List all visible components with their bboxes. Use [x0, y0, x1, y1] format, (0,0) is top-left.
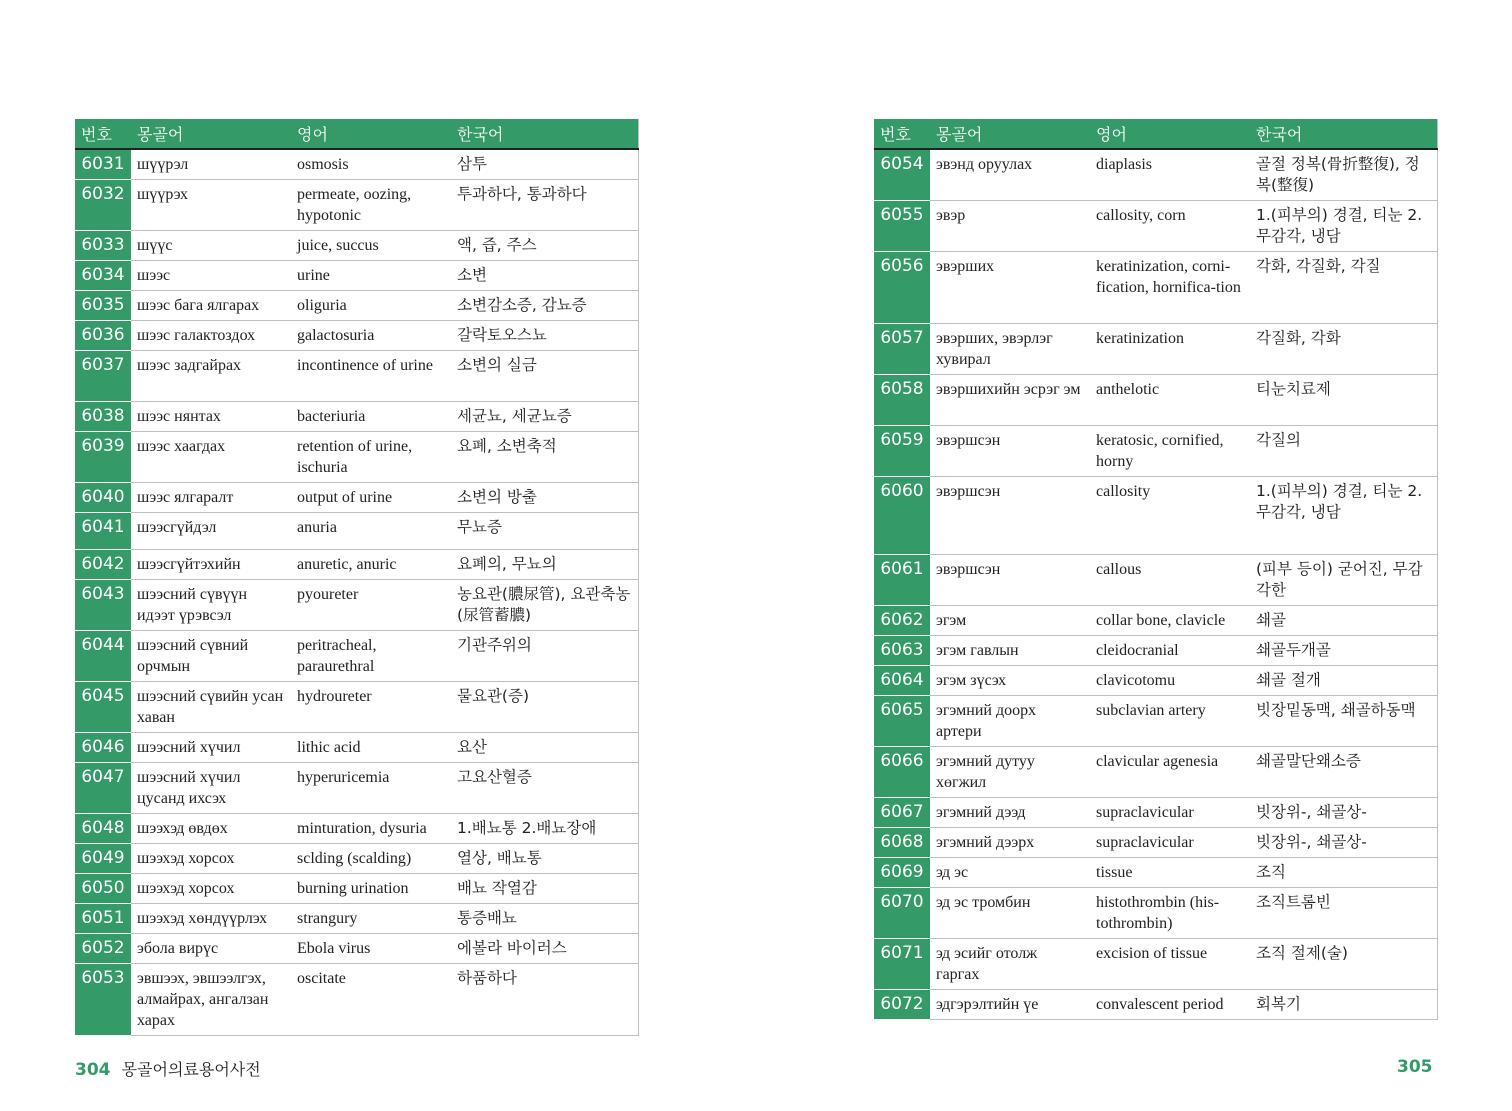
korean-term: (피부 등이) 굳어진, 무감각한 — [1250, 555, 1437, 606]
english-term: keratinization, corni-fication, hornifica-tion — [1090, 252, 1250, 324]
entry-number: 6059 — [874, 426, 930, 477]
mongolian-term: шээхэд хорсох — [131, 874, 291, 904]
entry-number: 6044 — [75, 631, 131, 682]
korean-term: 액, 즙, 주스 — [451, 231, 638, 261]
mongolian-term: эгэм — [930, 606, 1090, 636]
header-number: 번호 — [874, 119, 930, 149]
table-row — [874, 696, 1437, 747]
table-row — [874, 375, 1437, 426]
korean-term: 소변 — [451, 261, 638, 291]
english-term: excision of tissue — [1090, 939, 1250, 990]
english-term: histothrombin (his-tothrombin) — [1090, 888, 1250, 939]
table-row — [874, 828, 1437, 858]
english-term: convalescent period — [1090, 990, 1250, 1020]
english-term: callosity, corn — [1090, 201, 1250, 252]
english-term: oscitate — [291, 964, 451, 1036]
table-row — [874, 606, 1437, 636]
korean-term: 소변의 실금 — [451, 351, 638, 402]
english-term: keratinization — [1090, 324, 1250, 375]
mongolian-term: шээсний сүвүүн идээт үрэвсэл — [131, 580, 291, 631]
english-term: sclding (scalding) — [291, 844, 451, 874]
korean-term: 각질의 — [1250, 426, 1437, 477]
entry-number: 6051 — [75, 904, 131, 934]
english-term: Ebola virus — [291, 934, 451, 964]
korean-term: 소변의 방출 — [451, 483, 638, 513]
korean-term: 회복기 — [1250, 990, 1437, 1020]
mongolian-term: шүүс — [131, 231, 291, 261]
mongolian-term: эд эсийг отолж гаргах — [930, 939, 1090, 990]
mongolian-term: эвэнд оруулах — [930, 149, 1090, 201]
english-term: strangury — [291, 904, 451, 934]
english-term: juice, succus — [291, 231, 451, 261]
mongolian-term: шээсний сүвний орчмын — [131, 631, 291, 682]
korean-term: 티눈치료제 — [1250, 375, 1437, 426]
mongolian-term: эвэршихийн эсрэг эм — [930, 375, 1090, 426]
table-row — [874, 858, 1437, 888]
table-row — [75, 513, 638, 550]
korean-term: 요폐, 소변축적 — [451, 432, 638, 483]
korean-term: 통증배뇨 — [451, 904, 638, 934]
table-row — [75, 402, 638, 432]
table-row — [874, 201, 1437, 252]
mongolian-term: шээс — [131, 261, 291, 291]
english-term: oliguria — [291, 291, 451, 321]
table-row — [75, 682, 638, 733]
mongolian-term: шүүрэл — [131, 149, 291, 180]
entry-number: 6050 — [75, 874, 131, 904]
entry-number: 6043 — [75, 580, 131, 631]
entry-number: 6049 — [75, 844, 131, 874]
mongolian-term: эгэмний доорх артери — [930, 696, 1090, 747]
header-english: 영어 — [291, 119, 451, 149]
table-row — [874, 555, 1437, 606]
english-term: bacteriuria — [291, 402, 451, 432]
entry-number: 6036 — [75, 321, 131, 351]
mongolian-term: эвшээх, эвшээлгэх, алмайрах, ангалзан харах — [131, 964, 291, 1036]
table-row — [874, 939, 1437, 990]
english-term: burning urination — [291, 874, 451, 904]
entry-number: 6062 — [874, 606, 930, 636]
english-term: hydroureter — [291, 682, 451, 733]
entry-number: 6047 — [75, 763, 131, 814]
header-mongolian: 몽골어 — [930, 119, 1090, 149]
table-row — [75, 231, 638, 261]
entry-number: 6041 — [75, 513, 131, 550]
english-term: hyperuricemia — [291, 763, 451, 814]
korean-term: 각화, 각질화, 각질 — [1250, 252, 1437, 324]
table-row — [874, 747, 1437, 798]
page-number-right: 305 — [1397, 1057, 1433, 1077]
entry-number: 6068 — [874, 828, 930, 858]
english-term: collar bone, clavicle — [1090, 606, 1250, 636]
mongolian-term: эвэршсэн — [930, 555, 1090, 606]
korean-term: 무뇨증 — [451, 513, 638, 550]
korean-term: 기관주위의 — [451, 631, 638, 682]
entry-number: 6031 — [75, 149, 131, 180]
table-row — [75, 964, 638, 1036]
table-row — [75, 550, 638, 580]
mongolian-term: шээсгүйтэхийн — [131, 550, 291, 580]
table-row — [75, 149, 638, 180]
page-number-left: 304 — [75, 1060, 111, 1080]
korean-term: 요폐의, 무뇨의 — [451, 550, 638, 580]
table-row — [75, 432, 638, 483]
entry-number: 6042 — [75, 550, 131, 580]
mongolian-term: шээсний сүвийн усан хаван — [131, 682, 291, 733]
mongolian-term: эд эс тромбин — [930, 888, 1090, 939]
table-row — [75, 321, 638, 351]
table-row — [75, 580, 638, 631]
entry-number: 6052 — [75, 934, 131, 964]
english-term: anuria — [291, 513, 451, 550]
table-row — [874, 990, 1437, 1020]
table-row — [874, 798, 1437, 828]
korean-term: 1.배뇨통 2.배뇨장애 — [451, 814, 638, 844]
footer-left — [75, 1057, 261, 1080]
table-row — [75, 291, 638, 321]
entry-number: 6053 — [75, 964, 131, 1036]
entry-number: 6069 — [874, 858, 930, 888]
table-row — [75, 631, 638, 682]
entry-number: 6063 — [874, 636, 930, 666]
english-term: clavicular agenesia — [1090, 747, 1250, 798]
english-term: minturation, dysuria — [291, 814, 451, 844]
korean-term: 갈락토오스뇨 — [451, 321, 638, 351]
english-term: supraclavicular — [1090, 828, 1250, 858]
korean-term: 빗장위-, 쇄골상- — [1250, 828, 1437, 858]
table-header-row — [75, 119, 638, 149]
mongolian-term: шээс нянтах — [131, 402, 291, 432]
mongolian-term: эвэр — [930, 201, 1090, 252]
mongolian-term: шээс галактоздох — [131, 321, 291, 351]
english-term: anuretic, anuric — [291, 550, 451, 580]
korean-term: 에볼라 바이러스 — [451, 934, 638, 964]
header-korean: 한국어 — [1250, 119, 1437, 149]
korean-term: 조직트롬빈 — [1250, 888, 1437, 939]
korean-term: 빗장위-, 쇄골상- — [1250, 798, 1437, 828]
entry-number: 6056 — [874, 252, 930, 324]
korean-term: 배뇨 작열감 — [451, 874, 638, 904]
entry-number: 6065 — [874, 696, 930, 747]
table-body-left — [75, 149, 638, 1036]
mongolian-term: эвэрших — [930, 252, 1090, 324]
dictionary-table-right — [874, 119, 1438, 1020]
korean-term: 삼투 — [451, 149, 638, 180]
entry-number: 6067 — [874, 798, 930, 828]
table-row — [75, 844, 638, 874]
korean-term: 조직 — [1250, 858, 1437, 888]
table-row — [75, 351, 638, 402]
entry-number: 6064 — [874, 666, 930, 696]
korean-term: 조직 절제(술) — [1250, 939, 1437, 990]
korean-term: 농요관(膿尿管), 요관축농(尿管蓄膿) — [451, 580, 638, 631]
mongolian-term: эвэршсэн — [930, 426, 1090, 477]
mongolian-term: эгэмний дээрх — [930, 828, 1090, 858]
mongolian-term: эд эс — [930, 858, 1090, 888]
korean-term: 각질화, 각화 — [1250, 324, 1437, 375]
mongolian-term: эгэм зүсэх — [930, 666, 1090, 696]
entry-number: 6033 — [75, 231, 131, 261]
korean-term: 쇄골 절개 — [1250, 666, 1437, 696]
entry-number: 6040 — [75, 483, 131, 513]
english-term: anthelotic — [1090, 375, 1250, 426]
table-row — [874, 149, 1437, 201]
table-row — [75, 483, 638, 513]
english-term: osmosis — [291, 149, 451, 180]
english-term: diaplasis — [1090, 149, 1250, 201]
entry-number: 6061 — [874, 555, 930, 606]
entry-number: 6037 — [75, 351, 131, 402]
entry-number: 6038 — [75, 402, 131, 432]
entry-number: 6039 — [75, 432, 131, 483]
english-term: retention of urine, ischuria — [291, 432, 451, 483]
english-term: tissue — [1090, 858, 1250, 888]
mongolian-term: шээсний хүчил — [131, 733, 291, 763]
mongolian-term: эвэршсэн — [930, 477, 1090, 555]
korean-term: 1.(피부의) 경결, 티눈 2.무감각, 냉담 — [1250, 201, 1437, 252]
korean-term: 하품하다 — [451, 964, 638, 1036]
header-english: 영어 — [1090, 119, 1250, 149]
mongolian-term: шээс задгайрах — [131, 351, 291, 402]
mongolian-term: шээхэд хөндүүрлэх — [131, 904, 291, 934]
korean-term: 고요산혈증 — [451, 763, 638, 814]
mongolian-term: шээсний хүчил цусанд ихсэх — [131, 763, 291, 814]
mongolian-term: эбола вирүс — [131, 934, 291, 964]
english-term: clavicotomu — [1090, 666, 1250, 696]
korean-term: 요산 — [451, 733, 638, 763]
english-term: peritracheal, paraurethral — [291, 631, 451, 682]
header-mongolian: 몽골어 — [131, 119, 291, 149]
entry-number: 6048 — [75, 814, 131, 844]
entry-number: 6072 — [874, 990, 930, 1020]
entry-number: 6066 — [874, 747, 930, 798]
table-row — [874, 252, 1437, 324]
table-row — [874, 477, 1437, 555]
mongolian-term: эгэмний дутуу хөгжил — [930, 747, 1090, 798]
english-term: galactosuria — [291, 321, 451, 351]
book-title: 몽골어의료용어사전 — [121, 1060, 261, 1079]
header-korean: 한국어 — [451, 119, 638, 149]
mongolian-term: шээсгүйдэл — [131, 513, 291, 550]
korean-term: 빗장밑동맥, 쇄골하동맥 — [1250, 696, 1437, 747]
english-term: callous — [1090, 555, 1250, 606]
korean-term: 쇄골두개골 — [1250, 636, 1437, 666]
table-row — [874, 426, 1437, 477]
korean-term: 쇄골 — [1250, 606, 1437, 636]
table-row — [75, 763, 638, 814]
table-row — [75, 814, 638, 844]
english-term: lithic acid — [291, 733, 451, 763]
table-row — [874, 666, 1437, 696]
table-row — [75, 261, 638, 291]
english-term: subclavian artery — [1090, 696, 1250, 747]
mongolian-term: шээхэд хорсох — [131, 844, 291, 874]
mongolian-term: шээс хаагдах — [131, 432, 291, 483]
table-body-right — [874, 149, 1437, 1020]
table-row — [874, 888, 1437, 939]
korean-term: 세균뇨, 세균뇨증 — [451, 402, 638, 432]
entry-number: 6034 — [75, 261, 131, 291]
entry-number: 6058 — [874, 375, 930, 426]
table-row — [75, 733, 638, 763]
mongolian-term: эвэрших, эвэрлэг хувирал — [930, 324, 1090, 375]
entry-number: 6032 — [75, 180, 131, 231]
korean-term: 소변감소증, 감뇨증 — [451, 291, 638, 321]
english-term: output of urine — [291, 483, 451, 513]
mongolian-term: эдгэрэлтийн үе — [930, 990, 1090, 1020]
english-term: callosity — [1090, 477, 1250, 555]
english-term: keratosic, cornified, horny — [1090, 426, 1250, 477]
entry-number: 6045 — [75, 682, 131, 733]
mongolian-term: шээс бага ялгарах — [131, 291, 291, 321]
table-row — [75, 904, 638, 934]
korean-term: 열상, 배뇨통 — [451, 844, 638, 874]
korean-term: 물요관(증) — [451, 682, 638, 733]
entry-number: 6060 — [874, 477, 930, 555]
entry-number: 6057 — [874, 324, 930, 375]
mongolian-term: эгэм гавлын — [930, 636, 1090, 666]
entry-number: 6070 — [874, 888, 930, 939]
english-term: cleidocranial — [1090, 636, 1250, 666]
english-term: incontinence of urine — [291, 351, 451, 402]
mongolian-term: шээхэд өвдөх — [131, 814, 291, 844]
korean-term: 투과하다, 통과하다 — [451, 180, 638, 231]
entry-number: 6071 — [874, 939, 930, 990]
english-term: pyoureter — [291, 580, 451, 631]
table-row — [75, 874, 638, 904]
korean-term: 쇄골말단왜소증 — [1250, 747, 1437, 798]
english-term: supraclavicular — [1090, 798, 1250, 828]
entry-number: 6046 — [75, 733, 131, 763]
header-number: 번호 — [75, 119, 131, 149]
mongolian-term: эгэмний дээд — [930, 798, 1090, 828]
table-row — [874, 636, 1437, 666]
entry-number: 6035 — [75, 291, 131, 321]
entry-number: 6054 — [874, 149, 930, 201]
table-row — [874, 324, 1437, 375]
mongolian-term: шүүрэх — [131, 180, 291, 231]
dictionary-table-left — [75, 119, 639, 1036]
korean-term: 골절 정복(骨折整復), 정복(整復) — [1250, 149, 1437, 201]
english-term: permeate, oozing, hypotonic — [291, 180, 451, 231]
table-header-row — [874, 119, 1437, 149]
table-row — [75, 180, 638, 231]
english-term: urine — [291, 261, 451, 291]
table-row — [75, 934, 638, 964]
entry-number: 6055 — [874, 201, 930, 252]
korean-term: 1.(피부의) 경결, 티눈 2.무감각, 냉담 — [1250, 477, 1437, 555]
mongolian-term: шээс ялгаралт — [131, 483, 291, 513]
